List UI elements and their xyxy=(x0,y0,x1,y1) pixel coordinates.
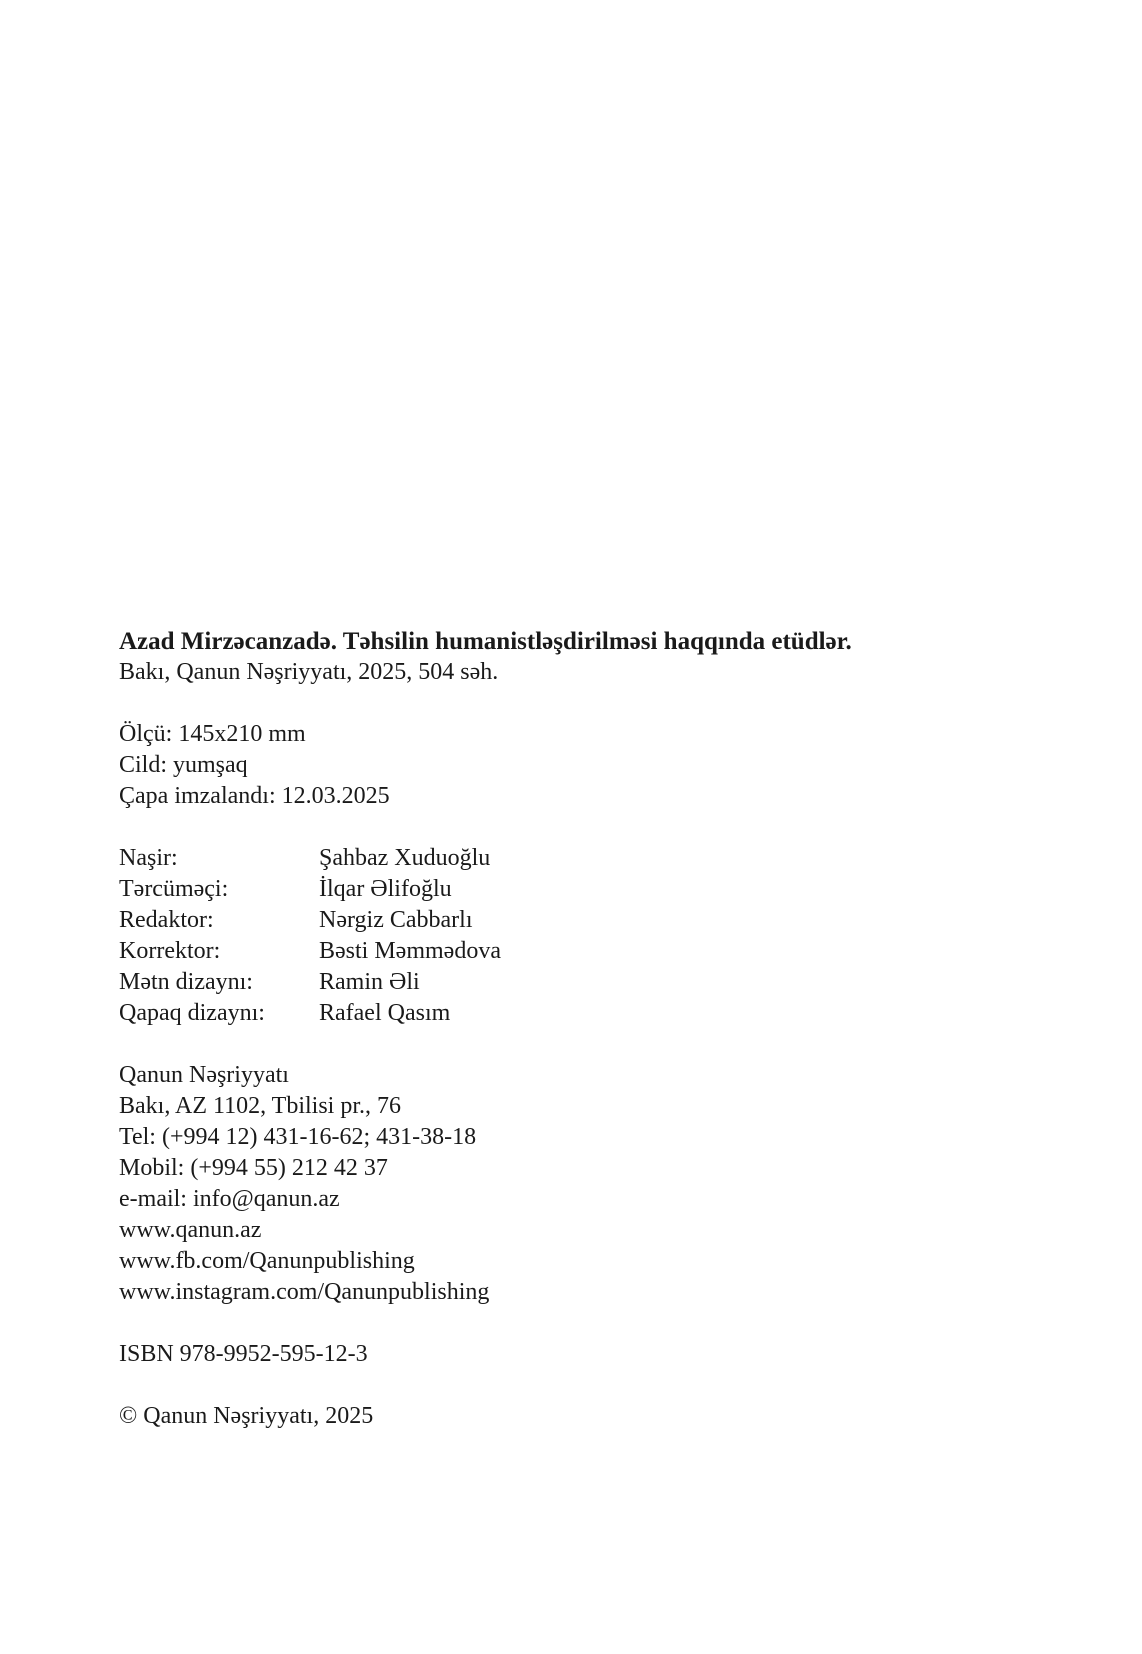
spec-print-date: Çapa imzalandı: 12.03.2025 xyxy=(119,783,390,809)
credit-person: Rafael Qasım xyxy=(319,1000,451,1026)
credit-person: Şahbaz Xuduoğlu xyxy=(319,845,491,871)
credit-row-translator xyxy=(119,874,1019,905)
credit-role: Korrektor: xyxy=(119,938,221,964)
isbn-block xyxy=(119,1339,1019,1370)
book-title: Azad Mirzəcanzadə. Təhsilin humanistləşdirilməsi haqqında etüdlər. xyxy=(119,628,852,655)
imprint-block xyxy=(119,626,1019,1432)
copyright-block xyxy=(119,1401,1019,1432)
imprint-line: Bakı, Qanun Nəşriyyatı, 2025, 504 səh. xyxy=(119,659,499,685)
copyright: © Qanun Nəşriyyatı, 2025 xyxy=(119,1403,374,1429)
isbn: ISBN 978-9952-595-12-3 xyxy=(119,1341,368,1367)
credit-role: Mətn dizaynı: xyxy=(119,969,253,995)
credit-role: Naşir: xyxy=(119,845,178,871)
credit-role: Redaktor: xyxy=(119,907,214,933)
publisher-mobile: Mobil: (+994 55) 212 42 37 xyxy=(119,1155,388,1181)
credit-row-cover-design xyxy=(119,998,1019,1029)
publisher-email: e-mail: info@qanun.az xyxy=(119,1186,340,1212)
publisher-instagram: www.instagram.com/Qanunpublishing xyxy=(119,1279,490,1305)
publisher-block xyxy=(119,1060,1019,1308)
publisher-tel: Tel: (+994 12) 431-16-62; 431-38-18 xyxy=(119,1124,477,1150)
specs-block xyxy=(119,719,1019,812)
spec-size: Ölçü: 145x210 mm xyxy=(119,721,306,747)
credit-row-publisher xyxy=(119,843,1019,874)
credit-role: Qapaq dizaynı: xyxy=(119,1000,265,1026)
publisher-address: Bakı, AZ 1102, Tbilisi pr., 76 xyxy=(119,1093,402,1119)
publisher-facebook: www.fb.com/Qanunpublishing xyxy=(119,1248,415,1274)
spec-binding: Cild: yumşaq xyxy=(119,752,248,778)
credit-row-text-design xyxy=(119,967,1019,998)
credit-person: İlqar Əlifoğlu xyxy=(319,876,452,902)
credit-person: Bəsti Məmmədova xyxy=(319,938,501,964)
credits-block xyxy=(119,843,1019,1029)
credit-person: Ramin Əli xyxy=(319,969,420,995)
credit-row-editor xyxy=(119,905,1019,936)
credit-role: Tərcüməçi: xyxy=(119,876,229,902)
credit-row-proofreader xyxy=(119,936,1019,967)
credit-person: Nərgiz Cabbarlı xyxy=(319,907,473,933)
publisher-website: www.qanun.az xyxy=(119,1217,262,1243)
publisher-name: Qanun Nəşriyyatı xyxy=(119,1062,289,1088)
